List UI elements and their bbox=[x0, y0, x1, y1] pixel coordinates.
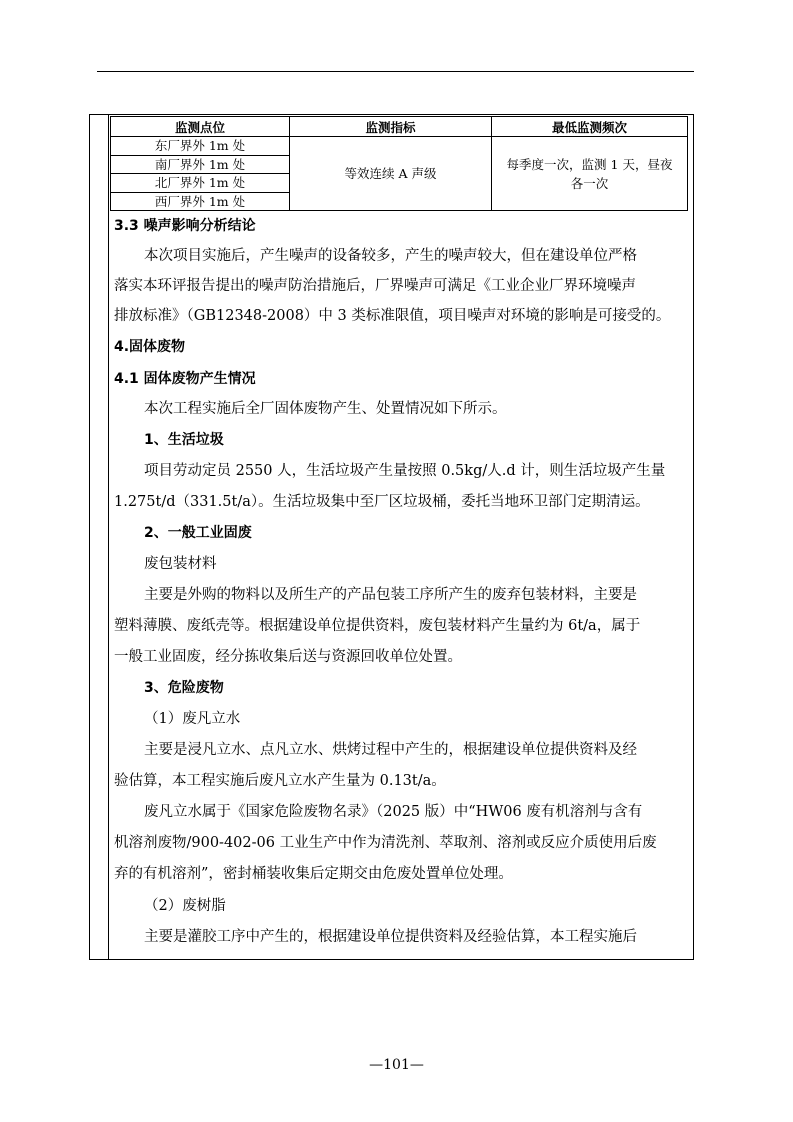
header-indicator: 监测指标 bbox=[290, 117, 492, 137]
heading-4-1: 4.1 固体废物产生情况 bbox=[114, 371, 256, 387]
heading-3-3: 3.3 噪声影响分析结论 bbox=[114, 218, 256, 234]
page-number: —101— bbox=[369, 1057, 424, 1073]
header-frequency: 最低监测频次 bbox=[492, 117, 688, 137]
sub-heading-resin: （2）废树脂 bbox=[144, 898, 226, 914]
monitoring-table bbox=[110, 116, 688, 211]
point-south: 南厂界外 1m 处 bbox=[111, 155, 290, 174]
sub-heading-varnish: （1）废凡立水 bbox=[144, 711, 241, 727]
para-varnish-line-1: 主要是浸凡立水、点凡立水、烘烤过程中产生的，根据建设单位提供资料及经 bbox=[144, 742, 637, 758]
table-header-row bbox=[111, 117, 688, 137]
frequency-line-2: 各一次 bbox=[570, 175, 609, 191]
point-east: 东厂界外 1m 处 bbox=[111, 137, 290, 156]
para-3-3-line-1: 本次项目实施后，产生噪声的设备较多，产生的噪声较大，但在建设单位严格 bbox=[144, 248, 637, 264]
frequency-cell bbox=[492, 137, 688, 211]
heading-hazardous-waste: 3、危险废物 bbox=[144, 680, 224, 696]
para-varnish-line-2: 验估算，本工程实施后废凡立水产生量为 0.13t/a。 bbox=[114, 773, 446, 789]
para-resin-line-1: 主要是灌胶工序中产生的，根据建设单位提供资料及经验估算，本工程实施后 bbox=[144, 929, 637, 945]
para-4-1: 本次工程实施后全厂固体废物产生、处置情况如下所示。 bbox=[144, 401, 507, 417]
header-rule bbox=[97, 71, 694, 72]
para-packaging-line-3: 一般工业固废，经分拣收集后送与资源回收单位处置。 bbox=[114, 649, 462, 665]
frame-inner-line bbox=[108, 114, 109, 960]
para-3-3-line-2: 落实本环评报告提出的噪声防治措施后，厂界噪声可满足《工业企业厂界环境噪声 bbox=[114, 278, 636, 294]
heading-4: 4.固体废物 bbox=[114, 339, 186, 355]
table-row bbox=[111, 137, 688, 156]
para-domestic-line-1: 项目劳动定员 2550 人，生活垃圾产生量按照 0.5kg/人.d 计，则生活垃圾产生量 bbox=[144, 463, 666, 479]
para-packaging-line-1: 主要是外购的物料以及所生产的产品包装工序所产生的废弃包装材料，主要是 bbox=[144, 587, 637, 603]
indicator-cell: 等效连续 A 声级 bbox=[290, 137, 492, 211]
para-varnish-class-line-2: 机溶剂废物/900-402-06 工业生产中作为清洗剂、萃取剂、溶剂或反应介质使用后废 bbox=[114, 835, 657, 851]
point-west: 西厂界外 1m 处 bbox=[111, 192, 290, 211]
header-point: 监测点位 bbox=[111, 117, 290, 137]
para-3-3-line-3: 排放标准》（GB12348-2008）中 3 类标准限值，项目噪声对环境的影响是可接受的。 bbox=[114, 308, 671, 324]
para-varnish-class-line-3: 弃的有机溶剂”，密封桶装收集后定期交由危废处置单位处理。 bbox=[114, 866, 513, 882]
heading-domestic-waste: 1、生活垃圾 bbox=[144, 432, 224, 448]
heading-general-waste: 2、一般工业固废 bbox=[144, 525, 252, 541]
para-packaging-line-2: 塑料薄膜、废纸壳等。根据建设单位提供资料，废包装材料产生量约为 6t/a，属于 bbox=[114, 618, 641, 634]
para-domestic-line-2: 1.275t/d（331.5t/a）。生活垃圾集中至厂区垃圾桶，委托当地环卫部门定期清运。 bbox=[114, 494, 650, 510]
para-varnish-class-line-1: 废凡立水属于《国家危险废物名录》（2025 版）中“HW06 废有机溶剂与含有 bbox=[144, 804, 643, 820]
frequency-line-1: 每季度一次，监测 1 天，昼夜 bbox=[506, 156, 673, 172]
para-packaging-title: 废包装材料 bbox=[144, 556, 217, 572]
point-north: 北厂界外 1m 处 bbox=[111, 174, 290, 193]
